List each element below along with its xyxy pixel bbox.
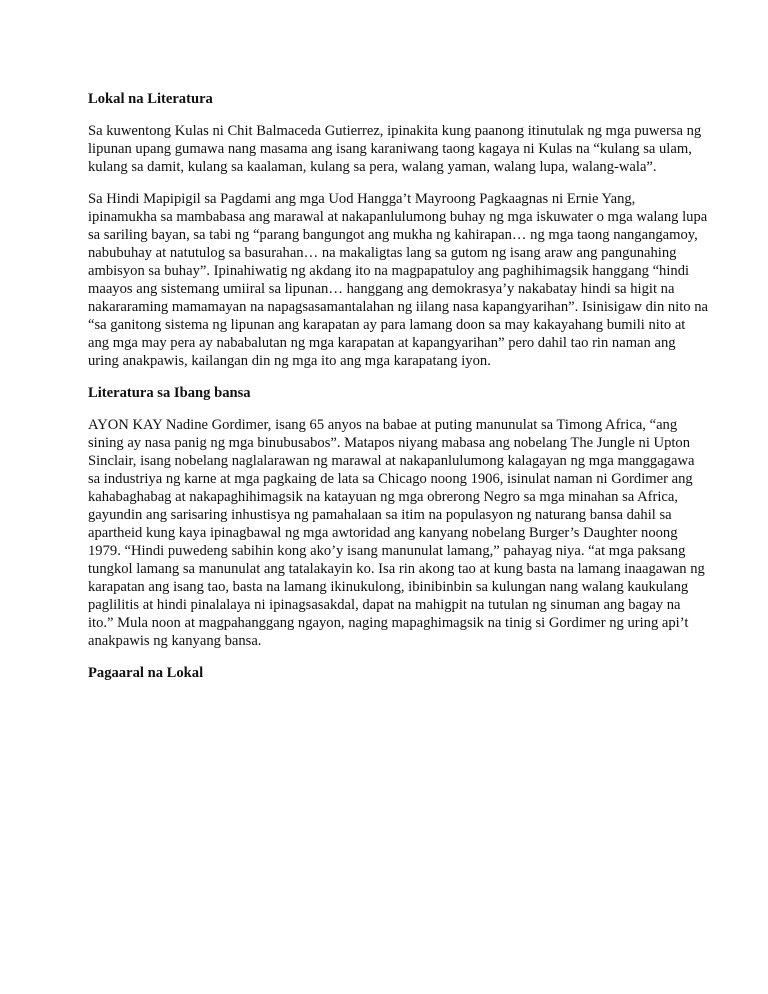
paragraph-line: Sinclair, isang nobelang naglalarawan ng marawal at nakapanlulumong kalagayan ng mga manggagawa: [88, 453, 695, 469]
paragraph-line: ambisyon sa buhay”. Ipinahiwatig ng akdang ito na magpapatuloy ang paghihimagsik hanggang “hindi: [88, 263, 690, 279]
paragraph-line: anakpawis ng kanyang bansa.: [88, 633, 262, 649]
paragraph-line: karapatan ang isang tao, basta na lamang ikinukulong, ibinibinbin sa kulungan nang walang kaukulang: [88, 579, 689, 595]
section-lokal-na-literatura: [88, 90, 709, 370]
paragraph-line: Sa Hindi Mapipigil sa Pagdami ang mga Uod Hangga’t Mayroong Pagkaagnas ni Ernie Yang,: [88, 191, 636, 207]
paragraph-line: nakararaming mamamayan na napagsasamantalahan ng iilang nasa kapangyarihan”. Isinisigaw din nito na: [88, 299, 709, 315]
paragraph-line: AYON KAY Nadine Gordimer, isang 65 anyos na babae at puting manunulat sa Timong Africa, “ang: [88, 417, 678, 433]
paragraph-line: lipunan upang gumawa nang masama ang isang karaniwang taong kagaya ni Kulas na “kulang sa ulam,: [88, 141, 692, 157]
paragraph-line: ang mga may pera ay nababalutan ng mga karapatan at kapangyarihan” pero dahil tao rin naman ang: [88, 335, 676, 351]
paragraph-line: Sa kuwentong Kulas ni Chit Balmaceda Gutierrez, ipinakita kung paanong itinutulak ng mga puwersa ng: [88, 123, 702, 139]
section-heading: Pagaaral na Lokal: [88, 665, 204, 681]
section-heading: Literatura sa Ibang bansa: [88, 385, 251, 401]
paragraph-line: paglilitis at hindi pinalalaya ni ipinagsasakdal, dapat na mahigpit na tutulan ng sinuman ang bagay na: [88, 597, 681, 613]
paragraph-line: gayundin ang sarisaring inhustisya ng pamahalaan sa itim na populasyon ng naturang bansa dahil sa: [88, 507, 672, 523]
paragraph-line: ipinamukha sa mambabasa ang marawal at nakapanlulumong buhay ng mga iskuwater o mga walang lupa: [88, 209, 708, 225]
paragraph-line: 1979. “Hindi puwedeng sabihin kong ako’y isang manunulat lamang,” pahayag niya. “at mga paksang: [88, 543, 686, 559]
paragraph-line: sa industriya ng karne at mga pagkaing de lata sa Chicago noong 1906, isinulat naman ni Gordimer ang: [88, 471, 693, 487]
paragraph-line: sa sariling bayan, sa tabi ng “parang bangungot ang mukha ng kahirapan… ng mga taong nangangamoy,: [88, 227, 698, 243]
section-heading: Lokal na Literatura: [88, 91, 213, 107]
paragraph-line: kahabaghabag at nakapaghihimagsik na katayuan ng mga obrerong Negro sa mga minahan sa Africa,: [88, 489, 679, 505]
paragraph-line: tungkol lamang sa manunulat ang tatalakayin ko. Isa rin akong tao at kung basta na lamang inaagawan ng: [88, 561, 705, 577]
paragraph-line: maayos ang sistemang umiiral sa lipunan… hanggang ang demokrasya’y nakabatay hindi sa higit na: [88, 281, 675, 297]
section-literatura-sa-ibang-bansa: [88, 384, 705, 650]
paragraph-line: kulang sa damit, kulang sa kaalaman, kulang sa pera, walang yaman, walang lupa, walang-wala”.: [88, 159, 657, 175]
paragraph-line: apartheid kung kaya ipinagbawal ng mga awtoridad ang kanyang nobelang Burger’s Daughter noong: [88, 525, 678, 541]
paragraph-ernie-yang: [88, 190, 709, 370]
paragraph-line: nabubuhay at natutulog sa basurahan… na makaligtas lang sa gutom ng isang araw ang pangunahing: [88, 245, 677, 261]
paragraph-line: sining ay nasa panig ng mga binubusabos”. Matapos niyang mabasa ang nobelang The Jungle ni Upton: [88, 435, 691, 451]
paragraph-gordimer: [88, 416, 705, 650]
paragraph-kulas: [88, 122, 702, 176]
paragraph-line: “sa ganitong sistema ng lipunan ang karapatan ay para lamang doon sa may kakayahang bumili nito at: [88, 317, 686, 333]
document-page: [88, 90, 709, 696]
paragraph-line: ito.” Mula noon at magpahanggang ngayon, naging mapaghimagsik na tinig si Gordimer ng uring api’t: [88, 615, 689, 631]
section-pagaaral-na-lokal: [88, 664, 678, 682]
paragraph-line: uring anakpawis, kailangan din ng mga ito ang mga karapatang iyon.: [88, 353, 491, 369]
